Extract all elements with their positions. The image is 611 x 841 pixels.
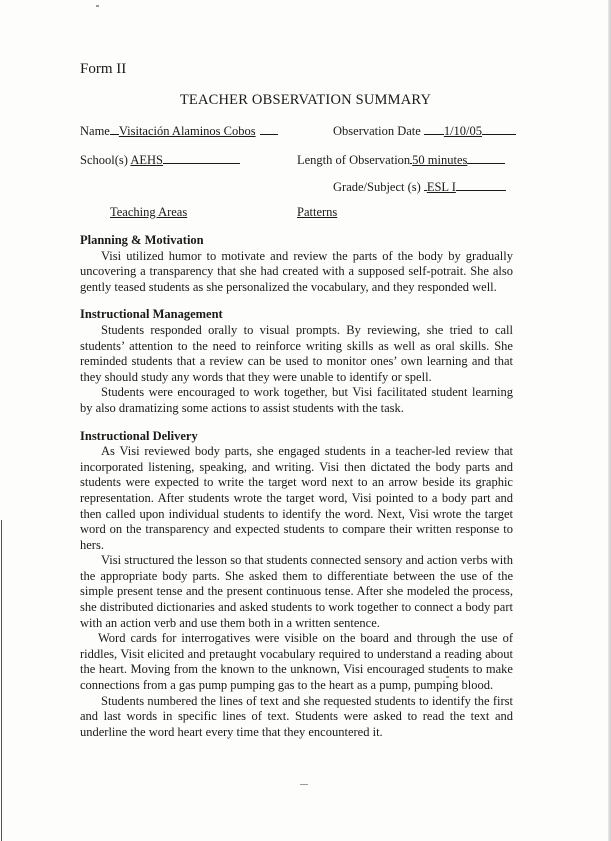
length-value: 50 minutes (412, 153, 468, 167)
field-rule (467, 152, 505, 164)
school-label: School(s) (80, 153, 128, 167)
field-rule (260, 123, 278, 135)
delivery-paragraph-2: Visi structured the lesson so that students connected sensory and action verbs with the appropriate body parts. She asked them to differentiate between the use of the simple present tense and the present continuous tense. After she modeled the process, she distributed dictionaries and asked students to work together to connect a body part with an action verb and use them both in a written sentence. (80, 553, 513, 630)
field-rule (482, 123, 516, 135)
summary-body (80, 233, 513, 740)
delivery-paragraph-4: Students numbered the lines of text and she requested students to identify the first and last words in specific lines of text. Students were asked to read the text and underline the word heart every time that they encountered it. (80, 693, 513, 739)
grade-subject-field (333, 179, 506, 195)
management-paragraph-1: Students responded orally to visual prompts. By reviewing, she tried to call students’ attention to the need to reinforce writing skills as well as oral skills. She reminded students that a review can be used to monitor ones’ own learning and that they should study any words that they were unable to identify or spell. (80, 322, 513, 384)
planning-paragraph: Visi utilized humor to motivate and review the parts of the body by gradually uncovering a transparency that she had created with a supposed self-potrait. She also gently teased students as she personalized the vocabulary, and they responded well. (80, 248, 513, 294)
length-label: Length of Observation (297, 153, 411, 167)
planning-heading: Planning & Motivation (80, 233, 204, 247)
page-title: TEACHER OBSERVATION SUMMARY (179, 92, 432, 108)
field-rule (456, 179, 506, 191)
observation-date-field (333, 123, 516, 139)
management-paragraph-2: Students were encouraged to work together, but Visi facilitated student learning by also dramatizing some actions to assist students with the task. (80, 385, 513, 415)
patterns-heading: Patterns (297, 205, 338, 219)
scan-edge-left (1, 520, 2, 841)
delivery-paragraph-1: As Visi reviewed body parts, she engaged students in a teacher-led review that incorporated listening, speaking, and writing. Visi then dictated the body parts and students were expected to write the target word next to an arrow beside its graphic representation. After students wrote the target word, Visi pointed to a body part and then called upon individual students to identify the word. Next, Visi wrote the target word on the transparency and expected students to compare their written response to hers. (80, 444, 513, 552)
form-label: Form II (80, 61, 127, 77)
length-field (297, 152, 505, 168)
school-value: AEHS (130, 153, 164, 167)
name-field (80, 123, 278, 139)
date-label: Observation Date (333, 124, 421, 138)
grade-label: Grade/Subject (s) (333, 180, 421, 194)
field-rule (163, 152, 240, 164)
grade-value: ESL I (426, 180, 456, 194)
name-value: Visitación Alaminos Cobos (118, 124, 256, 138)
field-rule (424, 123, 444, 135)
scan-speck (300, 784, 308, 785)
scan-speck (96, 5, 99, 7)
management-heading: Instructional Management (80, 307, 223, 322)
delivery-paragraph-3: Word cards for interrogatives were visible on the board and through the use of riddles, Visit elicited and pretaught vocabulary required to understand a reading about the heart. Moving from the known to the unknown, Visi encouraged students to make connections from a gas pump pumping gas to the heart as a pump, pumping blood. (80, 631, 513, 693)
school-field (80, 152, 240, 168)
delivery-heading: Instructional Delivery (80, 428, 198, 443)
date-value: 1/10/05 (443, 124, 483, 138)
teaching-areas-heading: Teaching Areas (110, 205, 188, 219)
field-rule (110, 123, 119, 135)
name-label: Name (80, 124, 110, 138)
